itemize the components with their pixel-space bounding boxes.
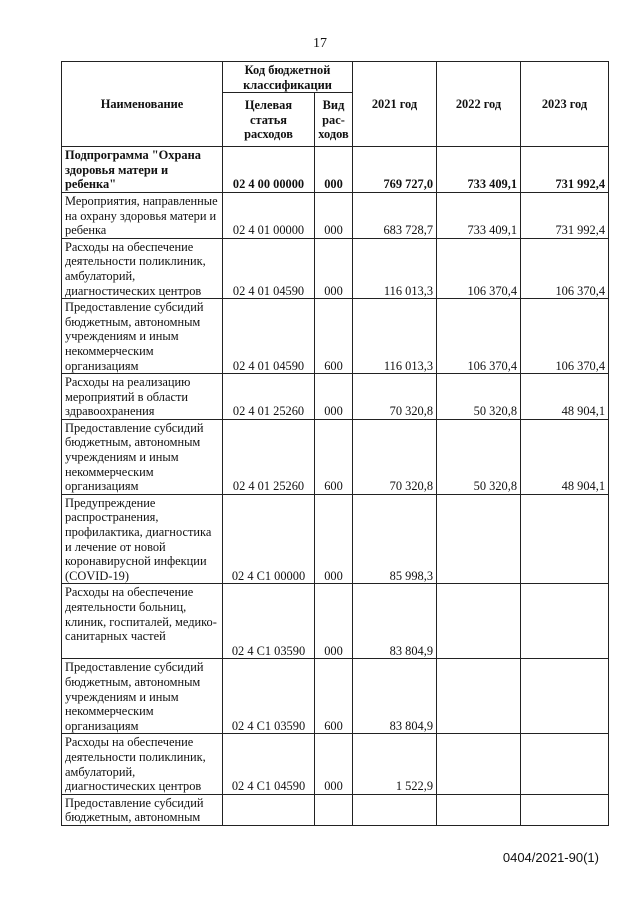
table-row: [62, 299, 609, 374]
header-target-article: Целевая статья расходов: [223, 93, 315, 147]
header-2021: 2021 год: [353, 62, 437, 147]
row-amount-2022: 106 370,4: [437, 238, 521, 298]
row-amount-2023: 731 992,4: [521, 147, 609, 193]
row-expense-type: 000: [315, 734, 353, 794]
table-row: [62, 147, 609, 193]
row-expense-type: 600: [315, 659, 353, 734]
row-amount-2021: 116 013,3: [353, 299, 437, 374]
row-name: Мероприятия, направленные на охрану здоровья матери и ребенка: [62, 192, 223, 238]
row-name: Расходы на обеспечение деятельности поликлиник, амбулаторий, диагностических центров: [62, 734, 223, 794]
row-amount-2021: 83 804,9: [353, 584, 437, 659]
row-name: Предоставление субсидий бюджетным, автономным учреждениям и иным некоммерческим организациям: [62, 299, 223, 374]
row-expense-type: [315, 794, 353, 825]
row-name: Расходы на обеспечение деятельности поликлиник, амбулаторий, диагностических центров: [62, 238, 223, 298]
table-row: [62, 494, 609, 584]
row-name: Предоставление субсидий бюджетным, автономным учреждениям и иным некоммерческим организациям: [62, 659, 223, 734]
row-expense-type: 000: [315, 238, 353, 298]
row-amount-2022: [437, 659, 521, 734]
row-amount-2023: 48 904,1: [521, 374, 609, 420]
row-amount-2023: 106 370,4: [521, 238, 609, 298]
header-name: Наименование: [62, 62, 223, 147]
header-expense-type: Вид рас-ходов: [315, 93, 353, 147]
row-target-code: 02 4 01 00000: [223, 192, 315, 238]
row-amount-2021: 683 728,7: [353, 192, 437, 238]
row-name: Расходы на реализацию мероприятий в области здравоохранения: [62, 374, 223, 420]
header-2022: 2022 год: [437, 62, 521, 147]
row-amount-2023: 48 904,1: [521, 419, 609, 494]
row-target-code: 02 4 00 00000: [223, 147, 315, 193]
table-row: [62, 659, 609, 734]
row-amount-2022: 733 409,1: [437, 192, 521, 238]
table-row: [62, 584, 609, 659]
row-name: Подпрограмма "Охрана здоровья матери и ребенка": [62, 147, 223, 193]
row-amount-2021: 85 998,3: [353, 494, 437, 584]
row-amount-2022: 50 320,8: [437, 419, 521, 494]
row-amount-2021: 70 320,8: [353, 419, 437, 494]
row-name: Предоставление субсидий бюджетным, автономным учреждениям и иным некоммерческим организациям: [62, 419, 223, 494]
row-target-code: [223, 794, 315, 825]
row-amount-2022: 50 320,8: [437, 374, 521, 420]
row-amount-2021: 769 727,0: [353, 147, 437, 193]
row-amount-2022: [437, 494, 521, 584]
document-code: 0404/2021-90(1): [502, 850, 599, 865]
table-row: [62, 238, 609, 298]
row-expense-type: 000: [315, 147, 353, 193]
row-expense-type: 600: [315, 419, 353, 494]
table-row: [62, 734, 609, 794]
row-target-code: 02 4 C1 00000: [223, 494, 315, 584]
row-amount-2021: 83 804,9: [353, 659, 437, 734]
row-target-code: 02 4 C1 03590: [223, 659, 315, 734]
row-amount-2021: 70 320,8: [353, 374, 437, 420]
row-amount-2023: [521, 494, 609, 584]
row-amount-2022: [437, 584, 521, 659]
table-row: [62, 794, 609, 825]
row-amount-2022: [437, 794, 521, 825]
row-expense-type: 000: [315, 192, 353, 238]
row-name: Предупреждение распространения, профилактика, диагностика и лечение от новой коронавирусной инфекции (COVID-19): [62, 494, 223, 584]
row-expense-type: 000: [315, 374, 353, 420]
row-target-code: 02 4 01 25260: [223, 374, 315, 420]
row-amount-2022: 106 370,4: [437, 299, 521, 374]
page-number: 17: [313, 36, 327, 51]
row-amount-2021: 116 013,3: [353, 238, 437, 298]
row-amount-2023: [521, 734, 609, 794]
header-code-group: Код бюджетной классификации: [223, 62, 353, 93]
row-amount-2023: [521, 659, 609, 734]
row-target-code: 02 4 01 25260: [223, 419, 315, 494]
row-amount-2023: 731 992,4: [521, 192, 609, 238]
row-name: Расходы на обеспечение деятельности больниц, клиник, госпиталей, медико-санитарных частей: [62, 584, 223, 659]
row-amount-2022: 733 409,1: [437, 147, 521, 193]
row-target-code: 02 4 C1 04590: [223, 734, 315, 794]
row-amount-2023: 106 370,4: [521, 299, 609, 374]
row-expense-type: 000: [315, 584, 353, 659]
row-target-code: 02 4 01 04590: [223, 238, 315, 298]
row-expense-type: 600: [315, 299, 353, 374]
row-target-code: 02 4 01 04590: [223, 299, 315, 374]
row-amount-2022: [437, 734, 521, 794]
row-amount-2021: 1 522,9: [353, 734, 437, 794]
row-name: Предоставление субсидий бюджетным, автономным: [62, 794, 223, 825]
header-2023: 2023 год: [521, 62, 609, 147]
row-amount-2021: [353, 794, 437, 825]
row-expense-type: 000: [315, 494, 353, 584]
row-amount-2023: [521, 794, 609, 825]
budget-table: [61, 61, 609, 826]
row-target-code: 02 4 C1 03590: [223, 584, 315, 659]
table-row: [62, 419, 609, 494]
row-amount-2023: [521, 584, 609, 659]
table-row: [62, 374, 609, 420]
table-row: [62, 192, 609, 238]
